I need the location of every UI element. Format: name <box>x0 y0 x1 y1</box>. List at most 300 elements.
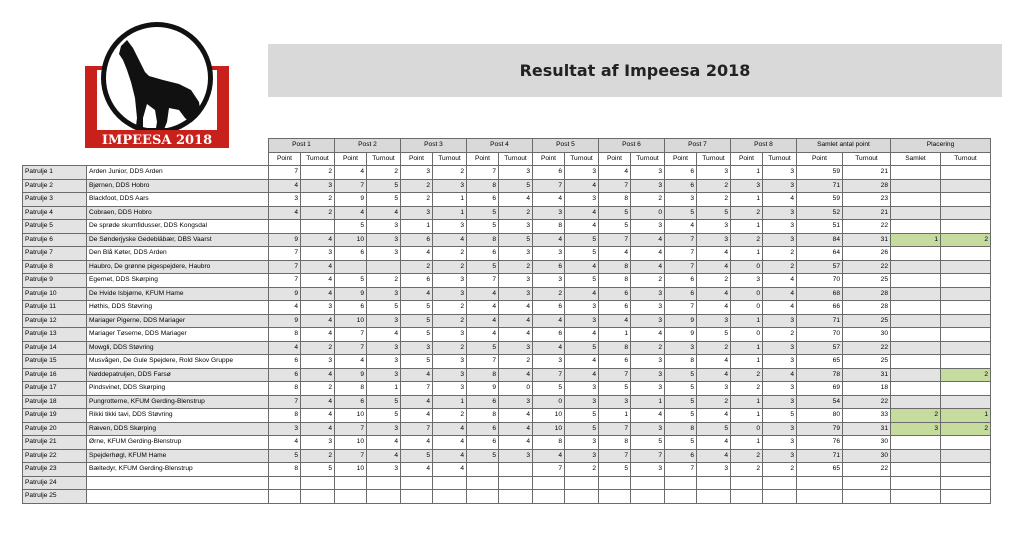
total-turnout-cell: 28 <box>843 301 891 315</box>
turnout-cell: 1 <box>433 206 467 220</box>
point-cell: 4 <box>533 449 565 463</box>
table-row <box>23 368 991 382</box>
point-cell: 7 <box>665 247 697 261</box>
point-cell: 8 <box>533 436 565 450</box>
header-blank <box>23 139 87 153</box>
turnout-cell: 7 <box>631 449 665 463</box>
point-cell: 8 <box>269 409 301 423</box>
row-label: Patrulje 11 <box>23 301 87 315</box>
sub-point: Point <box>797 152 843 166</box>
placering-samlet-cell <box>891 166 941 180</box>
point-cell: 6 <box>599 287 631 301</box>
turnout-cell: 0 <box>631 206 665 220</box>
total-turnout-cell: 33 <box>843 409 891 423</box>
point-cell <box>335 490 367 504</box>
turnout-cell: 4 <box>565 368 599 382</box>
point-cell: 3 <box>533 206 565 220</box>
turnout-cell: 4 <box>565 206 599 220</box>
point-cell: 8 <box>665 422 697 436</box>
point-cell: 5 <box>401 328 433 342</box>
turnout-cell: 5 <box>565 274 599 288</box>
turnout-cell: 5 <box>631 436 665 450</box>
turnout-cell: 2 <box>433 301 467 315</box>
point-cell: 3 <box>665 193 697 207</box>
table-row <box>23 463 991 477</box>
turnout-cell: 3 <box>433 328 467 342</box>
turnout-cell: 2 <box>697 193 731 207</box>
turnout-cell: 4 <box>631 328 665 342</box>
point-cell: 6 <box>665 179 697 193</box>
total-turnout-cell: 28 <box>843 179 891 193</box>
turnout-cell: 2 <box>631 274 665 288</box>
point-cell: 7 <box>269 274 301 288</box>
placering-samlet-cell <box>891 436 941 450</box>
sub-turnout: Turnout <box>499 152 533 166</box>
group-header-row <box>23 139 991 153</box>
total-point-cell: 64 <box>797 247 843 261</box>
point-cell: 8 <box>269 328 301 342</box>
point-cell <box>599 476 631 490</box>
turnout-cell: 2 <box>433 314 467 328</box>
point-cell: 3 <box>731 179 763 193</box>
point-cell: 5 <box>467 449 499 463</box>
turnout-cell: 3 <box>565 301 599 315</box>
point-cell: 1 <box>599 409 631 423</box>
point-cell: 6 <box>533 260 565 274</box>
point-cell: 6 <box>665 166 697 180</box>
header-blank <box>23 152 87 166</box>
header-blank <box>87 139 269 153</box>
table-row <box>23 247 991 261</box>
point-cell <box>467 476 499 490</box>
point-cell: 1 <box>731 166 763 180</box>
point-cell: 7 <box>335 328 367 342</box>
turnout-cell: 3 <box>631 314 665 328</box>
point-cell: 9 <box>269 314 301 328</box>
row-label: Patrulje 25 <box>23 490 87 504</box>
turnout-cell: 4 <box>499 436 533 450</box>
point-cell: 6 <box>335 247 367 261</box>
point-cell: 5 <box>401 314 433 328</box>
team-name: Nøddepatruljen, DDS Farsø <box>87 368 269 382</box>
table-row <box>23 409 991 423</box>
point-cell: 6 <box>599 301 631 315</box>
turnout-cell: 2 <box>301 341 335 355</box>
turnout-cell: 3 <box>763 166 797 180</box>
turnout-cell: 4 <box>697 409 731 423</box>
turnout-cell: 5 <box>763 409 797 423</box>
turnout-cell: 5 <box>565 247 599 261</box>
point-cell: 0 <box>731 287 763 301</box>
placering-turnout-cell <box>941 395 991 409</box>
point-cell: 9 <box>665 328 697 342</box>
point-cell: 1 <box>731 220 763 234</box>
turnout-cell <box>697 490 731 504</box>
row-label: Patrulje 13 <box>23 328 87 342</box>
turnout-cell <box>367 260 401 274</box>
total-point-cell: 51 <box>797 220 843 234</box>
point-cell: 5 <box>599 206 631 220</box>
placering-samlet-cell <box>891 382 941 396</box>
point-cell: 5 <box>665 409 697 423</box>
turnout-cell: 3 <box>433 368 467 382</box>
placering-turnout-cell <box>941 341 991 355</box>
turnout-cell: 4 <box>499 422 533 436</box>
team-name <box>87 476 269 490</box>
turnout-cell: 4 <box>631 409 665 423</box>
point-cell: 6 <box>335 301 367 315</box>
turnout-cell: 3 <box>565 395 599 409</box>
turnout-cell: 3 <box>763 395 797 409</box>
total-point-cell: 68 <box>797 287 843 301</box>
turnout-cell: 2 <box>301 193 335 207</box>
turnout-cell <box>499 476 533 490</box>
point-cell: 7 <box>467 166 499 180</box>
turnout-cell: 4 <box>433 436 467 450</box>
turnout-cell <box>499 490 533 504</box>
total-turnout-cell: 22 <box>843 220 891 234</box>
sub-point: Point <box>269 152 301 166</box>
header-post-8: Post 8 <box>731 139 797 153</box>
turnout-cell: 3 <box>433 355 467 369</box>
turnout-cell: 3 <box>301 247 335 261</box>
point-cell: 6 <box>467 247 499 261</box>
placering-turnout-cell: 2 <box>941 422 991 436</box>
point-cell: 2 <box>533 287 565 301</box>
point-cell: 4 <box>401 463 433 477</box>
team-name: De Hvide Isbjørne, KFUM Hame <box>87 287 269 301</box>
turnout-cell: 2 <box>301 166 335 180</box>
placering-samlet-cell <box>891 328 941 342</box>
total-point-cell: 66 <box>797 301 843 315</box>
point-cell <box>269 476 301 490</box>
row-label: Patrulje 15 <box>23 355 87 369</box>
total-point-cell: 52 <box>797 206 843 220</box>
total-turnout-cell <box>843 476 891 490</box>
point-cell: 4 <box>467 328 499 342</box>
point-cell: 9 <box>335 368 367 382</box>
table-row <box>23 436 991 450</box>
header-total: Samlet antal point <box>797 139 891 153</box>
turnout-cell <box>763 490 797 504</box>
point-cell: 8 <box>599 341 631 355</box>
turnout-cell: 4 <box>697 301 731 315</box>
turnout-cell: 2 <box>763 328 797 342</box>
point-cell: 4 <box>533 314 565 328</box>
placering-samlet-cell <box>891 341 941 355</box>
total-point-cell: 70 <box>797 274 843 288</box>
point-cell <box>731 476 763 490</box>
placering-turnout-cell <box>941 314 991 328</box>
turnout-cell: 3 <box>433 220 467 234</box>
point-cell: 4 <box>599 166 631 180</box>
turnout-cell: 3 <box>433 179 467 193</box>
placering-turnout-cell <box>941 166 991 180</box>
turnout-cell <box>301 490 335 504</box>
row-label: Patrulje 9 <box>23 274 87 288</box>
point-cell: 4 <box>533 193 565 207</box>
turnout-cell: 2 <box>697 395 731 409</box>
turnout-cell: 3 <box>631 463 665 477</box>
team-name <box>87 490 269 504</box>
point-cell: 1 <box>599 328 631 342</box>
turnout-cell: 3 <box>763 422 797 436</box>
turnout-cell: 4 <box>697 247 731 261</box>
turnout-cell: 4 <box>565 287 599 301</box>
turnout-cell: 2 <box>301 206 335 220</box>
point-cell: 7 <box>599 368 631 382</box>
row-label: Patrulje 24 <box>23 476 87 490</box>
header-placering: Placering <box>891 139 991 153</box>
table-row <box>23 220 991 234</box>
table-row <box>23 395 991 409</box>
total-point-cell: 71 <box>797 179 843 193</box>
point-cell: 9 <box>335 193 367 207</box>
table-row <box>23 328 991 342</box>
point-cell: 1 <box>731 247 763 261</box>
table-row <box>23 274 991 288</box>
placering-turnout-cell <box>941 247 991 261</box>
point-cell: 7 <box>335 449 367 463</box>
placering-samlet-cell <box>891 368 941 382</box>
turnout-cell: 5 <box>565 409 599 423</box>
point-cell: 8 <box>269 463 301 477</box>
turnout-cell: 3 <box>697 220 731 234</box>
turnout-cell: 3 <box>697 166 731 180</box>
turnout-cell: 2 <box>433 260 467 274</box>
point-cell: 7 <box>269 166 301 180</box>
point-cell: 6 <box>665 449 697 463</box>
turnout-cell: 4 <box>433 233 467 247</box>
point-cell: 4 <box>401 395 433 409</box>
total-turnout-cell: 30 <box>843 328 891 342</box>
turnout-cell: 3 <box>367 314 401 328</box>
turnout-cell: 3 <box>499 287 533 301</box>
turnout-cell: 3 <box>499 449 533 463</box>
turnout-cell: 3 <box>367 233 401 247</box>
point-cell: 8 <box>467 409 499 423</box>
point-cell: 4 <box>401 409 433 423</box>
total-turnout-cell: 31 <box>843 233 891 247</box>
turnout-cell: 3 <box>697 463 731 477</box>
row-label: Patrulje 20 <box>23 422 87 436</box>
row-label: Patrulje 5 <box>23 220 87 234</box>
point-cell: 5 <box>467 220 499 234</box>
point-cell <box>401 490 433 504</box>
turnout-cell: 3 <box>367 287 401 301</box>
placering-turnout-cell <box>941 193 991 207</box>
turnout-cell: 2 <box>367 166 401 180</box>
placering-samlet-cell <box>891 220 941 234</box>
point-cell: 4 <box>533 233 565 247</box>
total-point-cell: 78 <box>797 368 843 382</box>
row-label: Patrulje 12 <box>23 314 87 328</box>
team-name: Blackfoot, DDS Aars <box>87 193 269 207</box>
turnout-cell: 3 <box>301 301 335 315</box>
turnout-cell: 4 <box>631 247 665 261</box>
turnout-cell <box>565 490 599 504</box>
turnout-cell: 4 <box>301 368 335 382</box>
point-cell: 4 <box>401 287 433 301</box>
point-cell: 4 <box>269 301 301 315</box>
point-cell: 4 <box>269 179 301 193</box>
point-cell: 0 <box>731 422 763 436</box>
row-label: Patrulje 21 <box>23 436 87 450</box>
turnout-cell: 1 <box>367 382 401 396</box>
turnout-cell: 4 <box>301 422 335 436</box>
placering-turnout-cell <box>941 206 991 220</box>
table-row <box>23 287 991 301</box>
point-cell: 7 <box>533 463 565 477</box>
point-cell: 10 <box>335 314 367 328</box>
turnout-cell: 2 <box>499 260 533 274</box>
point-cell: 7 <box>335 341 367 355</box>
turnout-cell: 2 <box>763 247 797 261</box>
point-cell: 6 <box>599 355 631 369</box>
team-name: Pungrotterne, KFUM Gerding-Blenstrup <box>87 395 269 409</box>
point-cell: 5 <box>401 449 433 463</box>
turnout-cell <box>367 476 401 490</box>
turnout-cell: 3 <box>499 274 533 288</box>
sub-point: Point <box>335 152 367 166</box>
turnout-cell <box>433 490 467 504</box>
row-label: Patrulje 23 <box>23 463 87 477</box>
turnout-cell: 4 <box>433 449 467 463</box>
point-cell: 1 <box>731 355 763 369</box>
row-label: Patrulje 16 <box>23 368 87 382</box>
placering-turnout-cell <box>941 449 991 463</box>
turnout-cell: 2 <box>433 341 467 355</box>
point-cell: 2 <box>401 179 433 193</box>
placering-samlet-cell <box>891 287 941 301</box>
turnout-cell: 2 <box>499 355 533 369</box>
turnout-cell: 5 <box>697 422 731 436</box>
point-cell: 6 <box>401 233 433 247</box>
turnout-cell: 3 <box>367 247 401 261</box>
placering-turnout-cell: 1 <box>941 409 991 423</box>
placering-samlet-cell <box>891 463 941 477</box>
total-point-cell: 80 <box>797 409 843 423</box>
header-post-4: Post 4 <box>467 139 533 153</box>
turnout-cell: 3 <box>763 220 797 234</box>
point-cell: 4 <box>467 301 499 315</box>
table-row <box>23 341 991 355</box>
turnout-cell: 2 <box>499 206 533 220</box>
point-cell: 6 <box>533 301 565 315</box>
turnout-cell: 2 <box>631 193 665 207</box>
point-cell <box>599 490 631 504</box>
point-cell: 4 <box>599 314 631 328</box>
point-cell: 8 <box>269 382 301 396</box>
turnout-cell: 3 <box>301 355 335 369</box>
turnout-cell: 3 <box>763 233 797 247</box>
sub-header-row <box>23 152 991 166</box>
turnout-cell: 4 <box>301 287 335 301</box>
turnout-cell: 4 <box>499 328 533 342</box>
turnout-cell: 4 <box>301 233 335 247</box>
turnout-cell: 5 <box>367 193 401 207</box>
turnout-cell: 4 <box>499 193 533 207</box>
total-turnout-cell: 31 <box>843 368 891 382</box>
point-cell: 7 <box>599 179 631 193</box>
sub-turnout: Turnout <box>433 152 467 166</box>
point-cell: 7 <box>599 449 631 463</box>
point-cell: 9 <box>665 314 697 328</box>
point-cell: 5 <box>533 382 565 396</box>
placering-turnout-cell <box>941 179 991 193</box>
turnout-cell: 4 <box>367 449 401 463</box>
point-cell: 4 <box>401 436 433 450</box>
placering-samlet-cell <box>891 247 941 261</box>
point-cell <box>533 490 565 504</box>
total-point-cell: 59 <box>797 193 843 207</box>
table-row <box>23 260 991 274</box>
point-cell: 5 <box>599 220 631 234</box>
table-row <box>23 382 991 396</box>
point-cell: 9 <box>269 233 301 247</box>
turnout-cell: 4 <box>565 355 599 369</box>
point-cell: 7 <box>269 260 301 274</box>
point-cell: 6 <box>467 193 499 207</box>
point-cell: 7 <box>665 301 697 315</box>
turnout-cell: 3 <box>565 449 599 463</box>
point-cell: 6 <box>533 166 565 180</box>
point-cell: 6 <box>335 395 367 409</box>
turnout-cell: 3 <box>763 436 797 450</box>
total-turnout-cell: 21 <box>843 166 891 180</box>
table-row <box>23 490 991 504</box>
placering-samlet-cell <box>891 490 941 504</box>
point-cell: 9 <box>269 287 301 301</box>
point-cell: 9 <box>335 287 367 301</box>
turnout-cell: 3 <box>697 233 731 247</box>
point-cell <box>401 476 433 490</box>
turnout-cell: 3 <box>367 341 401 355</box>
team-name: De sprøde skumfidusser, DDS Kongsdal <box>87 220 269 234</box>
placering-turnout-cell <box>941 220 991 234</box>
total-turnout-cell: 18 <box>843 382 891 396</box>
total-point-cell: 71 <box>797 314 843 328</box>
turnout-cell: 5 <box>697 206 731 220</box>
placering-turnout-cell <box>941 490 991 504</box>
placering-turnout-cell <box>941 476 991 490</box>
total-turnout-cell: 22 <box>843 341 891 355</box>
turnout-cell: 4 <box>631 260 665 274</box>
turnout-cell: 3 <box>565 382 599 396</box>
turnout-cell: 5 <box>565 233 599 247</box>
row-label: Patrulje 19 <box>23 409 87 423</box>
sub-turnout: Turnout <box>843 152 891 166</box>
point-cell: 4 <box>665 220 697 234</box>
point-cell: 1 <box>731 436 763 450</box>
point-cell: 10 <box>335 463 367 477</box>
turnout-cell <box>367 490 401 504</box>
point-cell <box>269 490 301 504</box>
point-cell: 4 <box>335 166 367 180</box>
point-cell <box>467 490 499 504</box>
row-label: Patrulje 8 <box>23 260 87 274</box>
total-point-cell: 57 <box>797 341 843 355</box>
total-turnout-cell <box>843 490 891 504</box>
point-cell: 1 <box>731 193 763 207</box>
point-cell: 5 <box>665 395 697 409</box>
point-cell: 4 <box>335 206 367 220</box>
turnout-cell: 3 <box>367 368 401 382</box>
point-cell: 9 <box>467 382 499 396</box>
point-cell: 3 <box>269 422 301 436</box>
placering-turnout-cell <box>941 436 991 450</box>
placering-samlet-cell <box>891 449 941 463</box>
